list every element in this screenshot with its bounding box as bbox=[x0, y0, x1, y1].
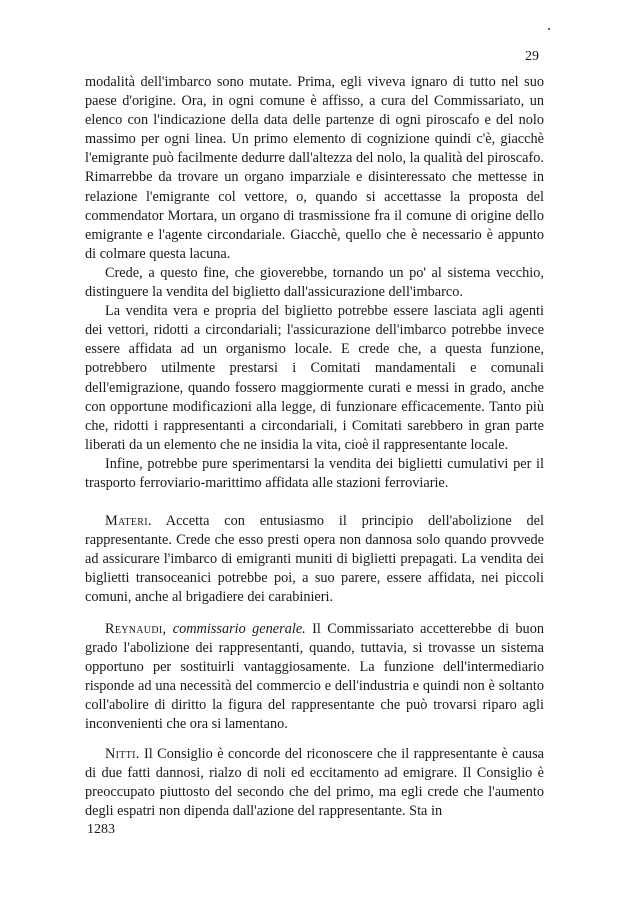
speaker-name: Reynaudi, bbox=[105, 621, 167, 637]
intro-section bbox=[85, 73, 544, 493]
speaker-name: Nitti. bbox=[105, 746, 140, 762]
nitti-section bbox=[85, 745, 544, 821]
speech-text: Il Consiglio è concorde del riconoscere che il rappresentante è causa di due fatti dannosi, rialzo di noli ed eccitamento ad emigrare. Il Consiglio è preoccupato piuttosto del secondo che del primo, ma egli crede che l'aumento degli espatri non dipenda dall'azione del rappresentante. Sta in bbox=[85, 746, 544, 820]
paragraph: Crede, a questo fine, che gioverebbe, tornando un po' al sistema vecchio, distinguere la vendita del biglietto dall'assicurazione dell'imbarco. bbox=[85, 264, 544, 301]
page-number: 29 bbox=[525, 49, 539, 64]
speech-paragraph bbox=[85, 512, 544, 607]
speech-text: Accetta con entusiasmo il principio dell'abolizione del rappresentante. Crede che esso presti opera non dannosa solo quando provvede ad assicurare l'imbarco di emigranti muniti di biglietti prepagati. La vendita dei biglietti transoceanici potrebbe poi, a suo parere, essere affidata, nei piccoli comuni, anche al brigadiere dei carabinieri. bbox=[85, 513, 544, 606]
speech-paragraph bbox=[85, 745, 544, 821]
materi-section bbox=[85, 512, 544, 607]
scan-mark bbox=[548, 28, 550, 30]
paragraph-continued: modalità dell'imbarco sono mutate. Prima, egli viveva ignaro di tutto nel suo paese d'origine. Ora, in ogni comune è affisso, a cura del Commissariato, un elenco con l'indicazione della data delle partenze di ogni piroscafo e del nolo massimo per ogni linea. Un primo elemento di cognizione quindi c'è, giacchè l'emigrante può facilmente dedurre dall'altezza del nolo, la qualità del piroscafo. Rimarrebbe da trovare un organo imparziale e disinteressato che mettesse in relazione l'emigrante col vettore, o, quando si accettasse la proposta del commendator Mortara, un organo di trasmissione fra il comune di origine dello emigrante e l'agente circondariale. Giacchè, quello che è necessario è appunto di colmare questa lacuna. bbox=[85, 74, 544, 262]
paragraph: La vendita vera e propria del biglietto potrebbe essere lasciata agli agenti dei vettori, ridotti a circondariali; l'assicurazione dell'imbarco potrebbe invece essere affidata ad un organismo locale. E crede che, a questa funzione, potrebbero utilmente prestarsi i Comitati mandamentali e comunali dell'emigrazione, quando fossero maggiormente curati e messi in grado, anche con opportune modificazioni alla legge, di funzionare efficacemente. Tanto più che, ridotti i rappresentanti a circondariali, i Comitati sarebbero in gran parte liberati da un elemento che ne insidia la vita, cioè il rappresentante locale. bbox=[85, 303, 544, 453]
reynaudi-section bbox=[85, 620, 544, 735]
speaker-name: Materi. bbox=[105, 513, 152, 529]
speech-paragraph bbox=[85, 620, 544, 735]
footer-number: 1283 bbox=[87, 822, 115, 837]
speech-text: Il Commissariato accetterebbe di buon grado l'abolizione dei rappresentanti, quando, tuttavia, si trovasse un sistema opportuno per sostituirli vantaggiosamente. La funzione dell'intermediario risponde ad una necessità del commercio e dell'industria e quindi non è soltanto coll'abolire di diritto la figura del rappresentante che può trovarsi riparo agli inconvenienti che ora si lamentano. bbox=[85, 621, 544, 733]
paragraph: Infine, potrebbe pure sperimentarsi la vendita dei biglietti cumulativi per il trasporto ferroviario-marittimo affidata alle stazioni ferroviarie. bbox=[85, 455, 544, 491]
speaker-role: commissario generale. bbox=[166, 621, 306, 637]
